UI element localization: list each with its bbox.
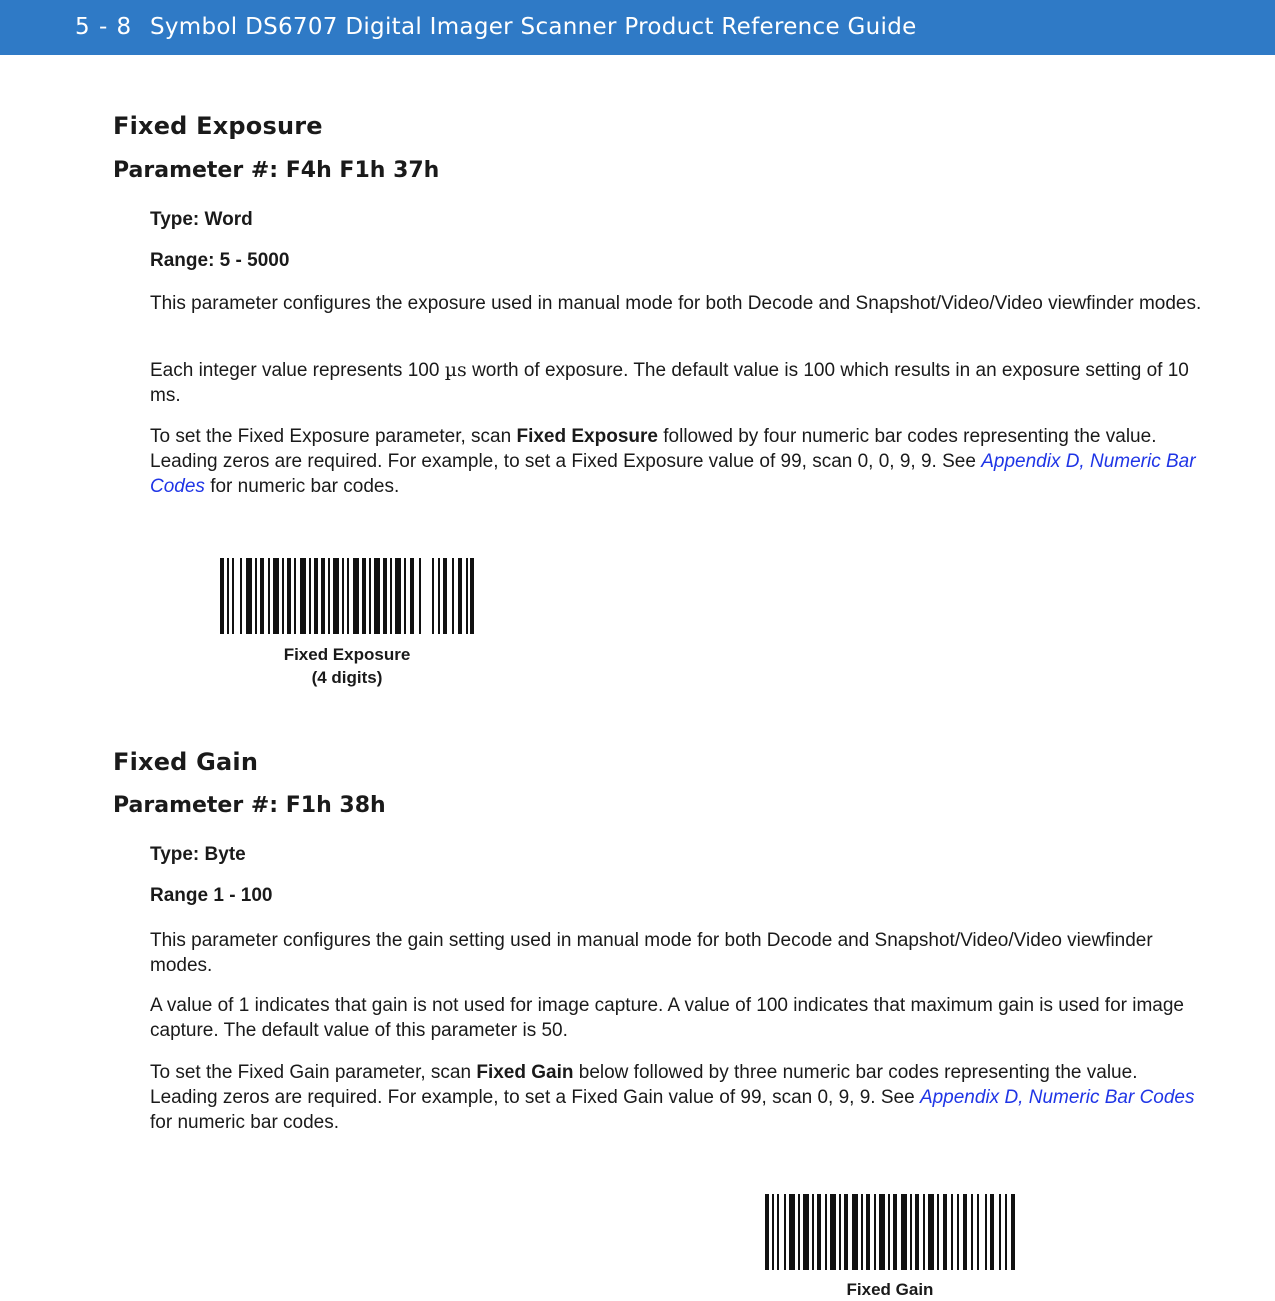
- fixed-gain-barcode: [765, 1194, 1017, 1270]
- fixed-gain-range: Range 1 - 100: [150, 885, 273, 906]
- fixed-gain-type: Type: Byte: [150, 844, 246, 865]
- text-run: for numeric bar codes.: [150, 1112, 340, 1133]
- fixed-gain-barcode-graphic: [765, 1194, 1017, 1270]
- fixed-exposure-barcode: [220, 558, 475, 634]
- fixed-exposure-description: This parameter configures the exposure used in manual mode for both Decode and Snapshot/Video/Video viewfinder modes.: [150, 293, 1202, 314]
- page-number: 5 - 8: [75, 14, 133, 40]
- fixed-exposure-heading: Fixed Exposure: [113, 112, 323, 140]
- unit-symbol: µs: [444, 359, 467, 381]
- fixed-exposure-unit-description: [150, 358, 1210, 408]
- fixed-exposure-type: Type: Word: [150, 209, 253, 230]
- page-header: [0, 0, 1275, 55]
- text-run: To set the Fixed Exposure parameter, scan: [150, 426, 517, 447]
- fixed-exposure-parameter: Parameter #: F4h F1h 37h: [113, 158, 440, 183]
- bold-term: Fixed Exposure: [516, 426, 658, 447]
- fixed-gain-description: This parameter configures the gain setting used in manual mode for both Decode and Snapshot/Video/Video viewfinder modes.: [150, 930, 1153, 976]
- text-run: Each integer value represents 100: [150, 360, 445, 381]
- appendix-d-link[interactable]: Appendix D, Numeric Bar Codes: [150, 451, 1196, 497]
- fixed-exposure-instructions: [150, 424, 1210, 499]
- text-run: for numeric bar codes.: [204, 476, 400, 497]
- appendix-d-link[interactable]: Appendix D, Numeric Bar Codes: [919, 1087, 1195, 1108]
- fixed-exposure-barcode-caption: [247, 643, 447, 689]
- text-run: followed by four numeric bar codes representing the value. Leading zeros are required. For example, to set a Fixed Exposure value of 99, scan 0, 0, 9, 9. See: [150, 426, 1157, 472]
- text-run: To set the Fixed Gain parameter, scan: [150, 1062, 477, 1083]
- fixed-gain-heading: Fixed Gain: [113, 748, 259, 776]
- text-run: worth of exposure. The default value is 100 which results in an exposure setting of 10 ms.: [150, 360, 1189, 406]
- text-run: below followed by three numeric bar codes representing the value. Leading zeros are required. For example, to set a Fixed Gain value of 99, scan 0, 9, 9. See: [150, 1062, 1138, 1108]
- fixed-gain-barcode-caption: Fixed Gain: [846, 1280, 934, 1299]
- document-title: Symbol DS6707 Digital Imager Scanner Product Reference Guide: [150, 14, 917, 40]
- fixed-gain-instructions: [150, 1060, 1210, 1135]
- fixed-gain-value-description: A value of 1 indicates that gain is not used for image capture. A value of 100 indicates that maximum gain is used for image capture. The default value of this parameter is 50.: [150, 995, 1184, 1041]
- caption-line: Fixed Exposure: [283, 645, 411, 664]
- caption-line: (4 digits): [311, 668, 383, 687]
- fixed-exposure-barcode-graphic: [220, 558, 475, 634]
- fixed-exposure-range: Range: 5 - 5000: [150, 250, 290, 271]
- fixed-gain-parameter: Parameter #: F1h 38h: [113, 793, 386, 818]
- bold-term: Fixed Gain: [476, 1062, 574, 1083]
